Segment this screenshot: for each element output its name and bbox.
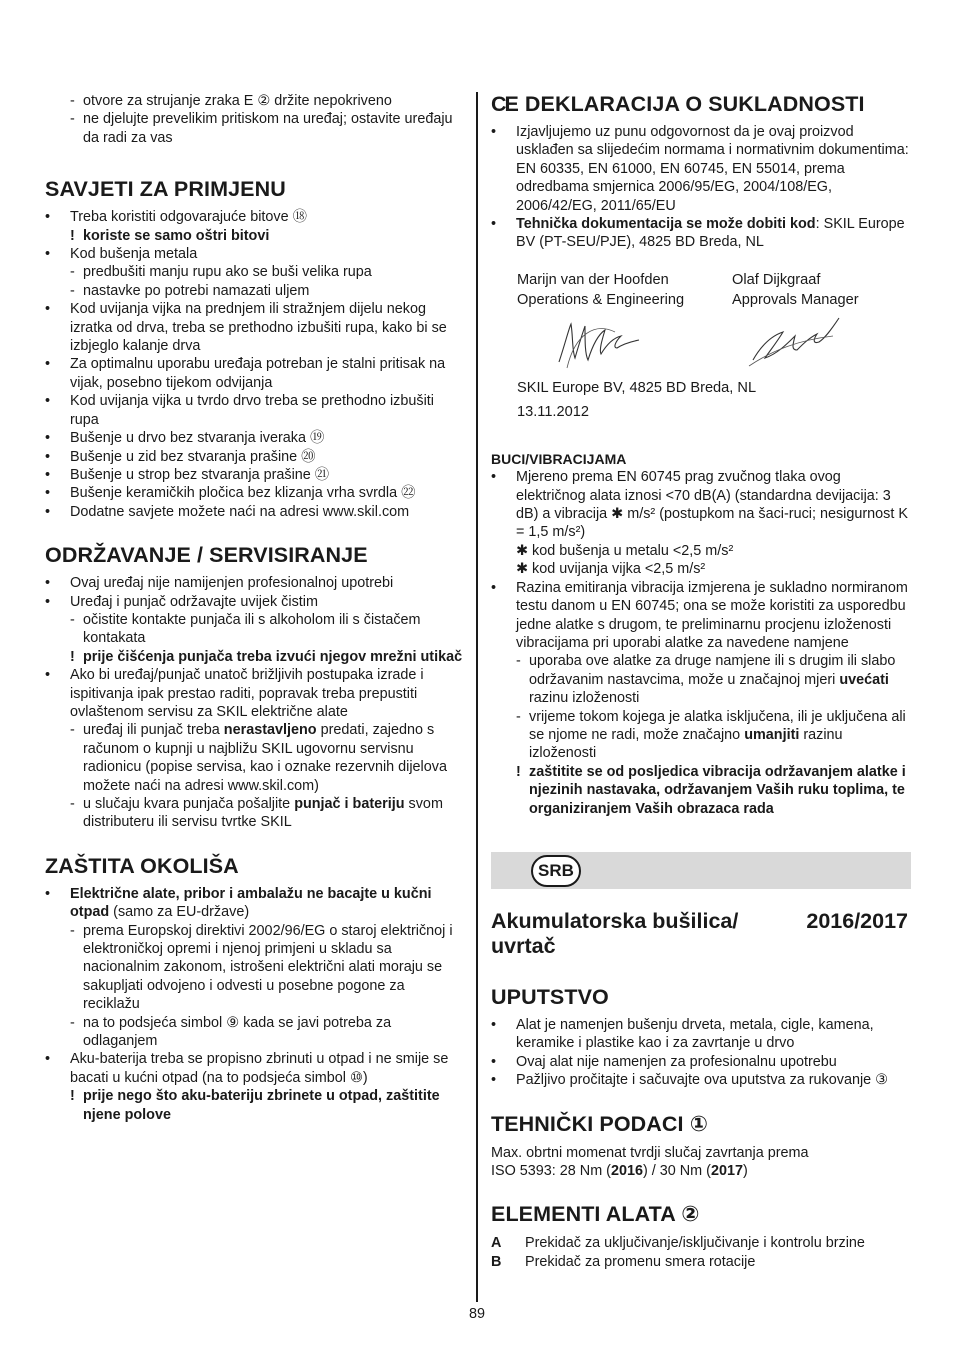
- language-badge: SRB: [531, 855, 581, 887]
- list-item: - očistite kontakte punjača ili s alkoholom ili s čistačem kontakata: [45, 611, 463, 648]
- list-item: - uređaj ili punjač treba nerastavljeno predati, zajedno s računom o kupnji u najbližu SKIL ugovornu servisnu radionicu (popise servisa, kao i oznake rezervnih dijelova možete naći na adresi www.skil.com): [45, 721, 463, 795]
- warning-note: ! zaštitite se od posljedica vibracija održavanjem alatke i njezinih nastavaka, održavanjem Vaših ruku toplima, te organiziranjem Vaših obrazaca rada: [491, 763, 911, 818]
- model-years: 2016/2017: [806, 908, 908, 933]
- list-item: • Izjavljujemo uz punu odgovornost da je ovaj proizvod usklađen sa slijedećim normama i normativnim dokumentima: EN 60335, EN 61000, EN 60745, EN 55014, prema odredbama smjernica 2006/95/EG, 2004/108/EG, 2006/42/EG, 2011/65/EU: [491, 123, 911, 215]
- tech-line-2: ISO 5393: 28 Nm (2016) / 30 Nm (2017): [491, 1163, 748, 1179]
- column-divider: [476, 92, 478, 1302]
- warning-note: ! koriste se samo oštri bitovi: [45, 227, 463, 245]
- list-item: • Ako bi uređaj/punjač unatoč brižljivih postupaka izrade i ispitivanja ipak prestao raditi, popravak treba prepustiti ovlaštenom servisu za SKIL električne alate: [45, 666, 463, 721]
- signature-2-icon: [747, 310, 845, 370]
- list-item: - predbušiti manju rupu ako se buši velika rupa: [45, 263, 463, 281]
- list-item: • Razina emitiranja vibracija izmjerena je sukladno normiranom testu danom u EN 60745; ona se može koristiti za usporedbu jedne alatke s drugom, te preliminarnu procjenu izloženosti vibracijama pri uporabi alatke za navedene namjene: [491, 579, 911, 653]
- company-address: SKIL Europe BV, 4825 BD Breda, NL: [517, 379, 757, 396]
- section-title-odrzavanje: ODRŽAVANJE / SERVISIRANJE: [45, 543, 368, 568]
- section-title-uputstvo: UPUTSTVO: [491, 984, 609, 1009]
- list-item: • Bušenje keramičkih pločica bez klizanja vrha svrdla ㉒: [45, 484, 463, 502]
- section-title-zastita: ZAŠTITA OKOLIŠA: [45, 853, 239, 878]
- language-bar: [491, 852, 911, 889]
- list-item: - uporaba ove alatke za druge namjene ili s drugim ili slabo održavanim nastavcima, može u značajnoj mjeri uvećati razinu izloženosti: [491, 652, 911, 707]
- section-title-elementi: ELEMENTI ALATA ②: [491, 1202, 700, 1227]
- list-item: • Uređaj i punjač održavajte uvijek čistim: [45, 593, 463, 611]
- left-column: [45, 92, 463, 1124]
- list-item: • Aku-baterija treba se propisno zbrinuti u otpad i ne smije se bacati u kućni otpad (na to podsjeća simbol ⑩): [45, 1050, 463, 1087]
- list-item: • Ovaj uređaj nije namijenjen profesionalnoj upotrebi: [45, 574, 463, 592]
- signature-1-icon: [555, 314, 645, 372]
- list-item: • Bušenje u drvo bez stvaranja iveraka ⑲: [45, 429, 463, 447]
- section-title-deklaracija: CE DEKLARACIJA O SUKLADNOSTI: [491, 92, 865, 116]
- declaration-date: 13.11.2012: [517, 403, 589, 420]
- right-column: [491, 92, 911, 1271]
- list-item: - u slučaju kvara punjača pošaljite punjač i bateriju svom distributeru ili servisu tvrtke SKIL: [45, 795, 463, 832]
- list-item: - na to podsjeća simbol ⑨ kada se javi potreba za odlaganjem: [45, 1014, 463, 1051]
- list-item: • Bušenje u strop bez stvaranja prašine ㉑: [45, 466, 463, 484]
- section-title-buci: BUCI/VIBRACIJAMA: [491, 450, 627, 467]
- list-item: • Alat je namenjen bušenju drveta, metala, cigle, kamena, keramike i plastike kao i za zavrtanje u drvo: [491, 1016, 911, 1053]
- list-item: - nastavke po potrebi namazati uljem: [45, 282, 463, 300]
- list-item: • Tehnička dokumentacija se može dobiti kod: SKIL Europe BV (PT-SEU/PJE), 4825 BD Breda, NL: [491, 215, 911, 252]
- list-item: • Ovaj alat nije namenjen za profesionalnu upotrebu: [491, 1053, 911, 1071]
- signer-2: Olaf Dijkgraaf Approvals Manager: [732, 271, 859, 308]
- list-item: • Treba koristiti odgovarajuće bitove ⑱: [45, 208, 463, 226]
- list-item: • Kod bušenja metala: [45, 245, 463, 263]
- warning-note: ! prije nego što aku-bateriju zbrinete u otpad, zaštitite njene polove: [45, 1087, 463, 1124]
- list-item: • Dodatne savjete možete naći na adresi www.skil.com: [45, 503, 463, 521]
- section-title-tehnicki: TEHNIČKI PODACI ①: [491, 1111, 708, 1136]
- list-item: - ne djelujte prevelikim pritiskom na uređaj; ostavite uređaju da radi za vas: [45, 110, 463, 147]
- list-item: • Pažljivo pročitajte i sačuvajte ova uputstva za rukovanje ③: [491, 1071, 911, 1089]
- warning-note: ! prije čišćenja punjača treba izvući njegov mrežni utikač: [45, 648, 463, 666]
- signature-block: [491, 270, 911, 430]
- page-number: 89: [468, 1306, 485, 1322]
- tech-line-1: Max. obrtni momenat tvrdji slučaj zavrtanja prema: [491, 1144, 809, 1161]
- section-title-savjeti: SAVJETI ZA PRIMJENU: [45, 177, 286, 202]
- product-title: Akumulatorska bušilica/ uvrtač 2016/2017: [491, 908, 908, 958]
- element-a: A Prekidač za uključivanje/isključivanje i kontrolu brzine: [491, 1235, 865, 1252]
- list-item: • Električne alate, pribor i ambalažu ne bacajte u kučni otpad (samo za EU-države): [45, 885, 463, 922]
- list-item: • Kod uvijanja vijka na prednjem ili stražnjem dijelu nekog izratka od drva, treba se prethodno izbušiti rupa, kako bi se izbjeglo kalanje drva: [45, 300, 463, 355]
- signer-1: Marijn van der Hoofden Operations & Engineering: [517, 271, 685, 308]
- list-item: - vrijeme tokom kojega je alatka isključena, ili je uključena ali se njome ne radi, može značajno umanjiti razinu izloženosti: [491, 708, 911, 763]
- list-item: • Za optimalnu uporabu uređaja potreban je stalni pritisak na vijak, posebno tijekom odvijanja: [45, 355, 463, 392]
- list-item: • Mjereno prema EN 60745 prag zvučnog tlaka ovog električnog alata iznosi <70 dB(A) (standardna devijacija: 3 dB) a vibracija ✱ m/s² (postupkom na šaci-ruci; nesigurnost K = 1,5 m/s²) ✱ kod bušenja u metalu <2,5 m/s² ✱ kod uvijanja vijka <2,5 m/s²: [491, 468, 911, 578]
- list-item: • Bušenje u zid bez stvaranja prašine ⑳: [45, 448, 463, 466]
- list-item: - prema Europskoj direktivi 2002/96/EG o staroj električnoj i elektroničkoj opremi i njenoj primjeni u skladu sa nacionalnim zakonom, istrošeni električni alati moraju se sakupljati odvojeno i odvesti u posebne pogone za reciklažu: [45, 922, 463, 1014]
- ce-mark-icon: CE: [491, 92, 517, 116]
- list-item: - otvore za strujanje zraka E ② držite nepokriveno: [45, 92, 463, 110]
- list-item: • Kod uvijanja vijka u tvrdo drvo treba se prethodno izbušiti rupa: [45, 392, 463, 429]
- element-b: B Prekidač za promenu smera rotacije: [491, 1253, 756, 1270]
